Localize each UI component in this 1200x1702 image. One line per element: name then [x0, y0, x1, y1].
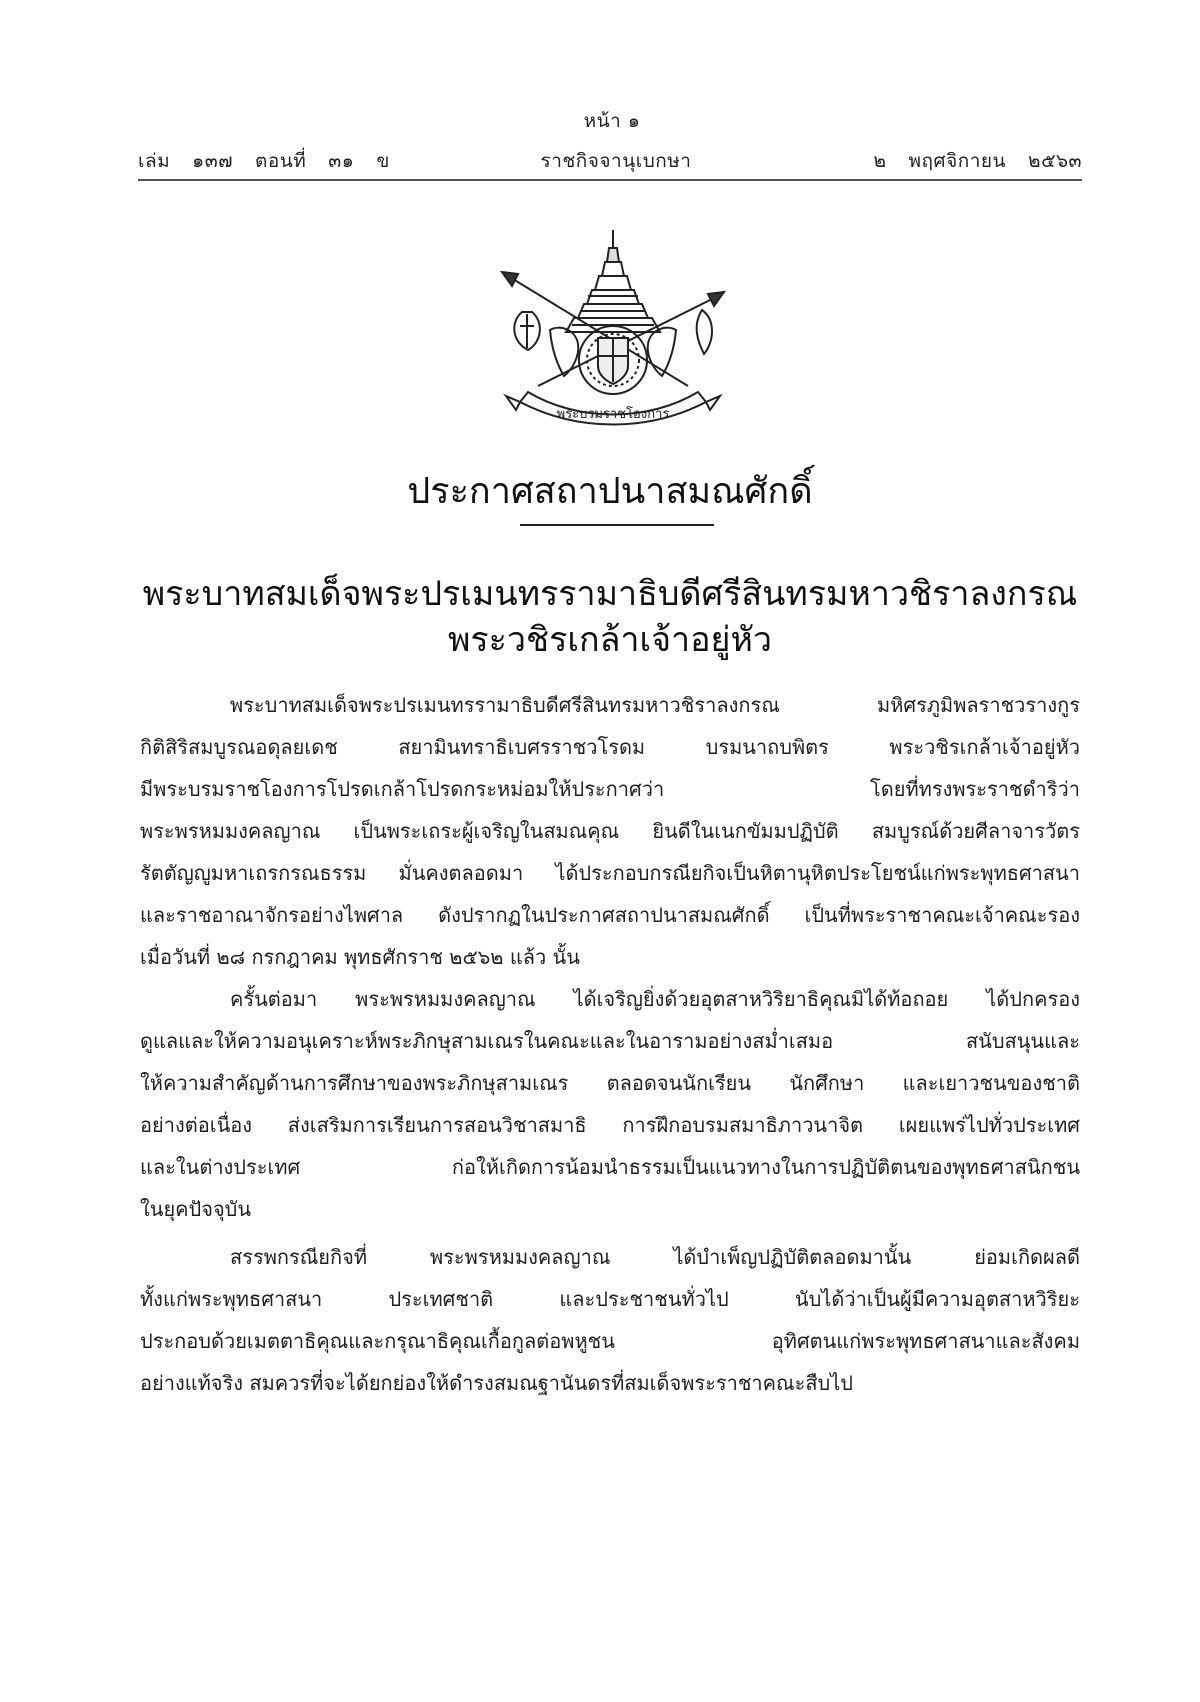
- issuer-name-line-2: พระวชิรเกล้าเจ้าอยู่หัว: [448, 620, 772, 660]
- ribbon-text: พระบรมราชโองการ: [556, 407, 670, 422]
- text-line: และในต่างประเทศ ก่อให้เกิดการน้อมนำธรรมเป็นแนวทางในการปฏิบัติตนของพุทธศาสนิกชน: [140, 1155, 1080, 1179]
- document-title: ประกาศสถาปนาสมณศักดิ์: [407, 471, 813, 512]
- header-divider: [138, 179, 1082, 181]
- royal-garuda-crest-icon: [488, 226, 738, 426]
- paragraph-3: [140, 1236, 1080, 1404]
- paragraph-1: [140, 684, 1080, 978]
- volume-number: ๑๓๗: [192, 150, 234, 172]
- text-line: อย่างต่อเนื่อง ส่งเสริมการเรียนการสอนวิชาสมาธิ การฝึกอบรมสมาธิภาวนาจิต เผยแพร่ไปทั่วประเทศ: [140, 1113, 1080, 1137]
- publication-name: ราชกิจจานุเบกษา: [540, 150, 692, 172]
- title-divider: [520, 524, 714, 526]
- date-day: ๒: [873, 150, 887, 172]
- text-line: กิติสิริสมบูรณอดุลยเดช สยามินทราธิเบศรราชวโรดม บรมนาถบพิตร พระวชิรเกล้าเจ้าอยู่หัว: [140, 735, 1080, 759]
- text-line: ดูแลและให้ความอนุเคราะห์พระภิกษุสามเณรในคณะและในอารามอย่างสม่ำเสมอ สนับสนุนและ: [140, 1029, 1080, 1053]
- text-line: ให้ความสำคัญด้านการศึกษาของพระภิกษุสามเณร ตลอดจนนักเรียน นักศึกษา และเยาวชนของชาติ: [140, 1071, 1080, 1095]
- issue-number: ๓๑: [328, 150, 355, 172]
- date-month: พฤศจิกายน: [908, 150, 1007, 172]
- text-line: พระบาทสมเด็จพระปรเมนทรรามาธิบดีศรีสินทรมหาวชิราลงกรณ มหิศรภูมิพลราชวรางกูร: [230, 693, 1080, 717]
- text-line: ในยุคปัจจุบัน: [140, 1197, 252, 1221]
- page-number: หน้า ๑: [583, 110, 641, 132]
- publication-date: [852, 146, 1083, 176]
- text-line: รัตตัญญูมหาเถรกรณธรรม มั่นคงตลอดมา ได้ประกอบกรณียกิจเป็นหิตานุหิตประโยชน์แก่พระพุทธศาสนา: [140, 861, 1080, 885]
- text-line: อย่างแท้จริง สมควรที่จะได้ยกย่องให้ดำรงสมณฐานันดรที่สมเด็จพระราชาคณะสืบไป: [140, 1371, 853, 1395]
- text-line: ประกอบด้วยเมตตาธิคุณและกรุณาธิคุณเกื้อกูลต่อพหูชน อุทิศตนแก่พระพุทธศาสนาและสังคม: [140, 1329, 1080, 1353]
- issuer-name-line-1: พระบาทสมเด็จพระปรเมนทรรามาธิบดีศรีสินทรมหาวชิราลงกรณ: [142, 574, 1078, 614]
- text-line: ครั้นต่อมา พระพรหมมงคลญาณ ได้เจริญยิ่งด้วยอุตสาหวิริยาธิคุณมิได้ท้อถอย ได้ปกครอง: [230, 987, 1080, 1011]
- volume-label: เล่ม: [138, 150, 171, 172]
- text-line: มีพระบรมราชโองการโปรดเกล้าโปรดกระหม่อมให้ประกาศว่า โดยที่ทรงพระราชดำริว่า: [140, 777, 1080, 801]
- text-line: เมื่อวันที่ ๒๘ กรกฎาคม พุทธศักราช ๒๕๖๒ แล้ว นั้น: [140, 945, 580, 969]
- document-body: [140, 684, 1080, 1404]
- text-line: และราชอาณาจักรอย่างไพศาล ดังปรากฏในประกาศสถาปนาสมณศักดิ์ เป็นที่พระราชาคณะเจ้าคณะรอง: [140, 903, 1080, 927]
- date-year: ๒๕๖๓: [1028, 150, 1082, 172]
- paragraph-2: [140, 978, 1080, 1230]
- issue-label: ตอนที่: [255, 150, 307, 172]
- text-line: ทั้งแก่พระพุทธศาสนา ประเทศชาติ และประชาชนทั่วไป นับได้ว่าเป็นผู้มีความอุตสาหวิริยะ: [140, 1287, 1080, 1311]
- issue-section: ข: [376, 150, 390, 172]
- text-line: พระพรหมมงคลญาณ เป็นพระเถระผู้เจริญในสมณคุณ ยินดีในเนกขัมมปฏิบัติ สมบูรณ์ด้วยศีลาจารวัตร: [140, 819, 1080, 843]
- text-line: สรรพกรณียกิจที่ พระพรหมมงคลญาณ ได้บำเพ็ญปฏิบัติตลอดมานั้น ย่อมเกิดผลดี: [230, 1245, 1080, 1269]
